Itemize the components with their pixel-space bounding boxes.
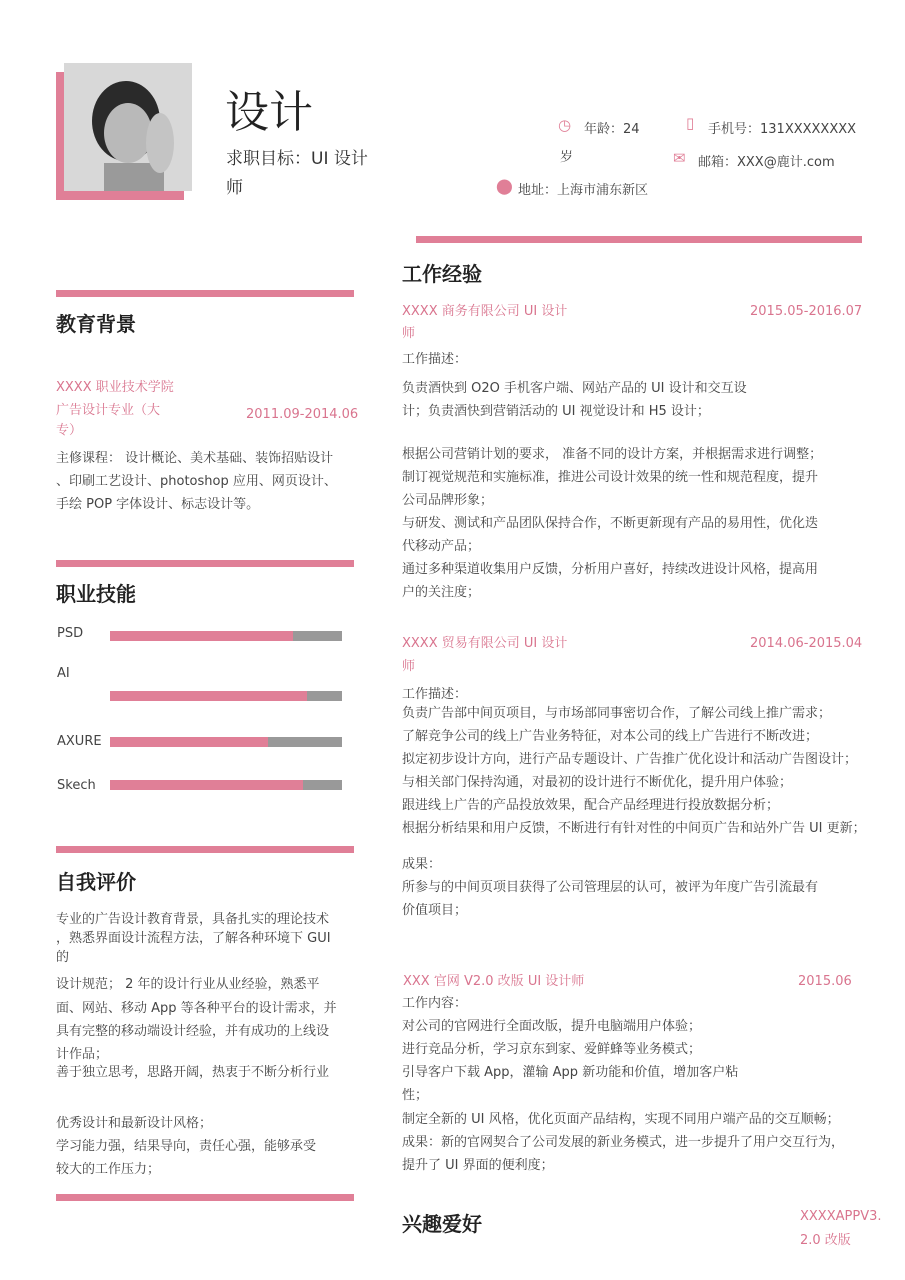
job-line: 成果： [402,857,442,872]
section-title-work: 工作经验 [402,262,482,286]
job-line: 根据公司营销计划的要求， 准备不同的设计方案，并根据需求进行调整； [402,447,823,462]
divider-bar [416,236,862,243]
job-company-cont: 师 [402,659,416,674]
job-line: 与研发、测试和产品团队保持合作，不断更新现有产品的易用性，优化迭 [402,516,819,531]
job-objective: 求职目标：UI 设计 [226,149,368,169]
clock-icon: ◷ [558,116,572,134]
job-line: 跟进线上广告的产品投放效果，配合产品经理进行投放数据分析； [402,798,780,813]
job-line: 负责酒快到 O2O 手机客户端、网站产品的 UI 设计和交互设 [402,381,747,396]
project-line: 成果：新的官网契合了公司发展的新业务模式，进一步提升了用户交互行为， [402,1135,845,1150]
mail-icon: ✉ [673,149,686,167]
education-period: 2011.09-2014.06 [246,407,359,422]
job-line: 通过多种渠道收集用户反馈，分析用户喜好，持续改进设计风格，提高用 [402,562,819,577]
school-name: XXXX 职业技术学院 [56,380,174,395]
skill-bar [110,691,342,701]
project-line: 引导客户下载 App，灌输 App 新功能和价值，增加客户粘 [402,1065,739,1080]
job-line: 工作描述： [402,352,468,367]
major-cont: 专） [56,423,83,438]
skill-bar-fill [110,780,303,790]
job-company: XXXX 商务有限公司 UI 设计 [402,304,568,319]
project-line: 对公司的官网进行全面改版，提升电脑端用户体验； [402,1019,702,1034]
section-title-self-eval: 自我评价 [56,870,136,894]
project-line: 工作内容： [402,996,468,1011]
email-label: 邮箱：XXX@鹿计.com [698,155,835,170]
age-label: 年龄：24 [584,122,640,137]
skill-bar-fill [110,737,268,747]
skill-bar [110,780,342,790]
self-eval-line: ，熟悉界面设计流程方法，了解各种环境下 GUI [56,931,331,946]
job-line: 了解竞争公司的线上广告业务特征，对本公司的线上广告进行不断改进； [402,729,819,744]
self-eval-line: 具有完整的移动端设计经验，并有成功的上线设 [56,1024,330,1039]
skill-name: AXURE [57,734,102,749]
self-eval-line: 计作品； [56,1047,109,1062]
job-line: 户的关注度； [402,585,481,600]
self-eval-line: 专业的广告设计教育背景，具备扎实的理论技术 [56,912,330,927]
project-period: 2015.06 [798,974,852,989]
job-line: 负责广告部中间页项目，与市场部同事密切合作，了解公司线上推广需求； [402,706,832,721]
skill-bar-fill [110,631,293,641]
self-eval-line: 的 [56,950,70,965]
phone-icon: ▯ [686,114,695,132]
job-company-cont: 师 [402,326,416,341]
courses-line: 主修课程： 设计概论、美术基础、装饰招贴设计 [56,451,334,466]
hobbies-side-text: XXXXAPPV3. [800,1209,882,1224]
project-line: 进行竞品分析，学习京东到家、爱鲜蜂等业务模式； [402,1042,702,1057]
job-line: 代移动产品； [402,539,481,554]
divider-bar [56,290,354,297]
section-title-education: 教育背景 [56,312,136,336]
job-line: 公司品牌形象； [402,493,494,508]
job-objective-cont: 师 [226,178,243,198]
age-label-cont: 岁 [560,150,574,165]
project-line: 性； [402,1088,429,1103]
skill-bar [110,631,342,641]
skill-name: AI [57,666,70,681]
job-period: 2014.06-2015.04 [750,636,863,651]
divider-bar [56,1194,354,1201]
skill-bar-fill [110,691,307,701]
divider-bar [56,560,354,567]
job-line: 制订视觉规范和实施标准，推进公司设计效果的统一性和规范程度，提升 [402,470,819,485]
courses-line: 手绘 POP 字体设计、标志设计等。 [56,497,260,512]
self-eval-line: 设计规范； 2 年的设计行业从业经验，熟悉平 [56,977,320,992]
major: 广告设计专业（大 [56,403,161,418]
address-label: 地址：上海市浦东新区 [518,183,649,198]
section-title-skills: 职业技能 [56,582,136,606]
location-icon: ⬤ [496,177,513,195]
self-eval-line: 较大的工作压力； [56,1162,161,1177]
skill-bar [110,737,342,747]
job-line: 工作描述： [402,687,468,702]
project-line: 制定全新的 UI 风格，优化页面产品结构，实现不同用户端产品的交互顺畅； [402,1112,840,1127]
job-company: XXXX 贸易有限公司 UI 设计 [402,636,568,651]
job-period: 2015.05-2016.07 [750,304,863,319]
skill-name: Skech [57,778,96,793]
self-eval-line: 善于独立思考，思路开阔，热衷于不断分析行业 [56,1065,330,1080]
self-eval-line: 学习能力强，结果导向，责任心强，能够承受 [56,1139,317,1154]
job-line: 价值项目； [402,903,468,918]
project-title: XXX 官网 V2.0 改版 UI 设计师 [403,974,585,989]
divider-bar [56,846,354,853]
project-line: 提升了 UI 界面的便利度； [402,1158,554,1173]
job-line: 根据分析结果和用户反馈，不断进行有针对性的中间页广告和站外广告 UI 更新； [402,821,866,836]
portrait-image [64,63,192,191]
candidate-name: 设计 [225,87,313,138]
avatar [64,63,192,191]
job-line: 拟定初步设计方向，进行产品专题设计、广告推广优化设计和活动广告图设计； [402,752,858,767]
courses-line: 、印刷工艺设计、photoshop 应用、网页设计、 [56,474,337,489]
section-title-hobbies: 兴趣爱好 [402,1212,482,1236]
job-line: 与相关部门保持沟通，对最初的设计进行不断优化，提升用户体验； [402,775,793,790]
self-eval-line: 面、网站、移动 App 等各种平台的设计需求，并 [56,1001,337,1016]
phone-label: 手机号：131XXXXXXXX [708,122,857,137]
skill-name: PSD [57,626,84,641]
job-line: 计；负责酒快到营销活动的 UI 视觉设计和 H5 设计； [402,404,710,419]
self-eval-line: 优秀设计和最新设计风格； [56,1116,213,1131]
job-line: 所参与的中间页项目获得了公司管理层的认可，被评为年度广告引流最有 [402,880,819,895]
hobbies-side-text-cont: 2.0 改版 [800,1233,851,1248]
